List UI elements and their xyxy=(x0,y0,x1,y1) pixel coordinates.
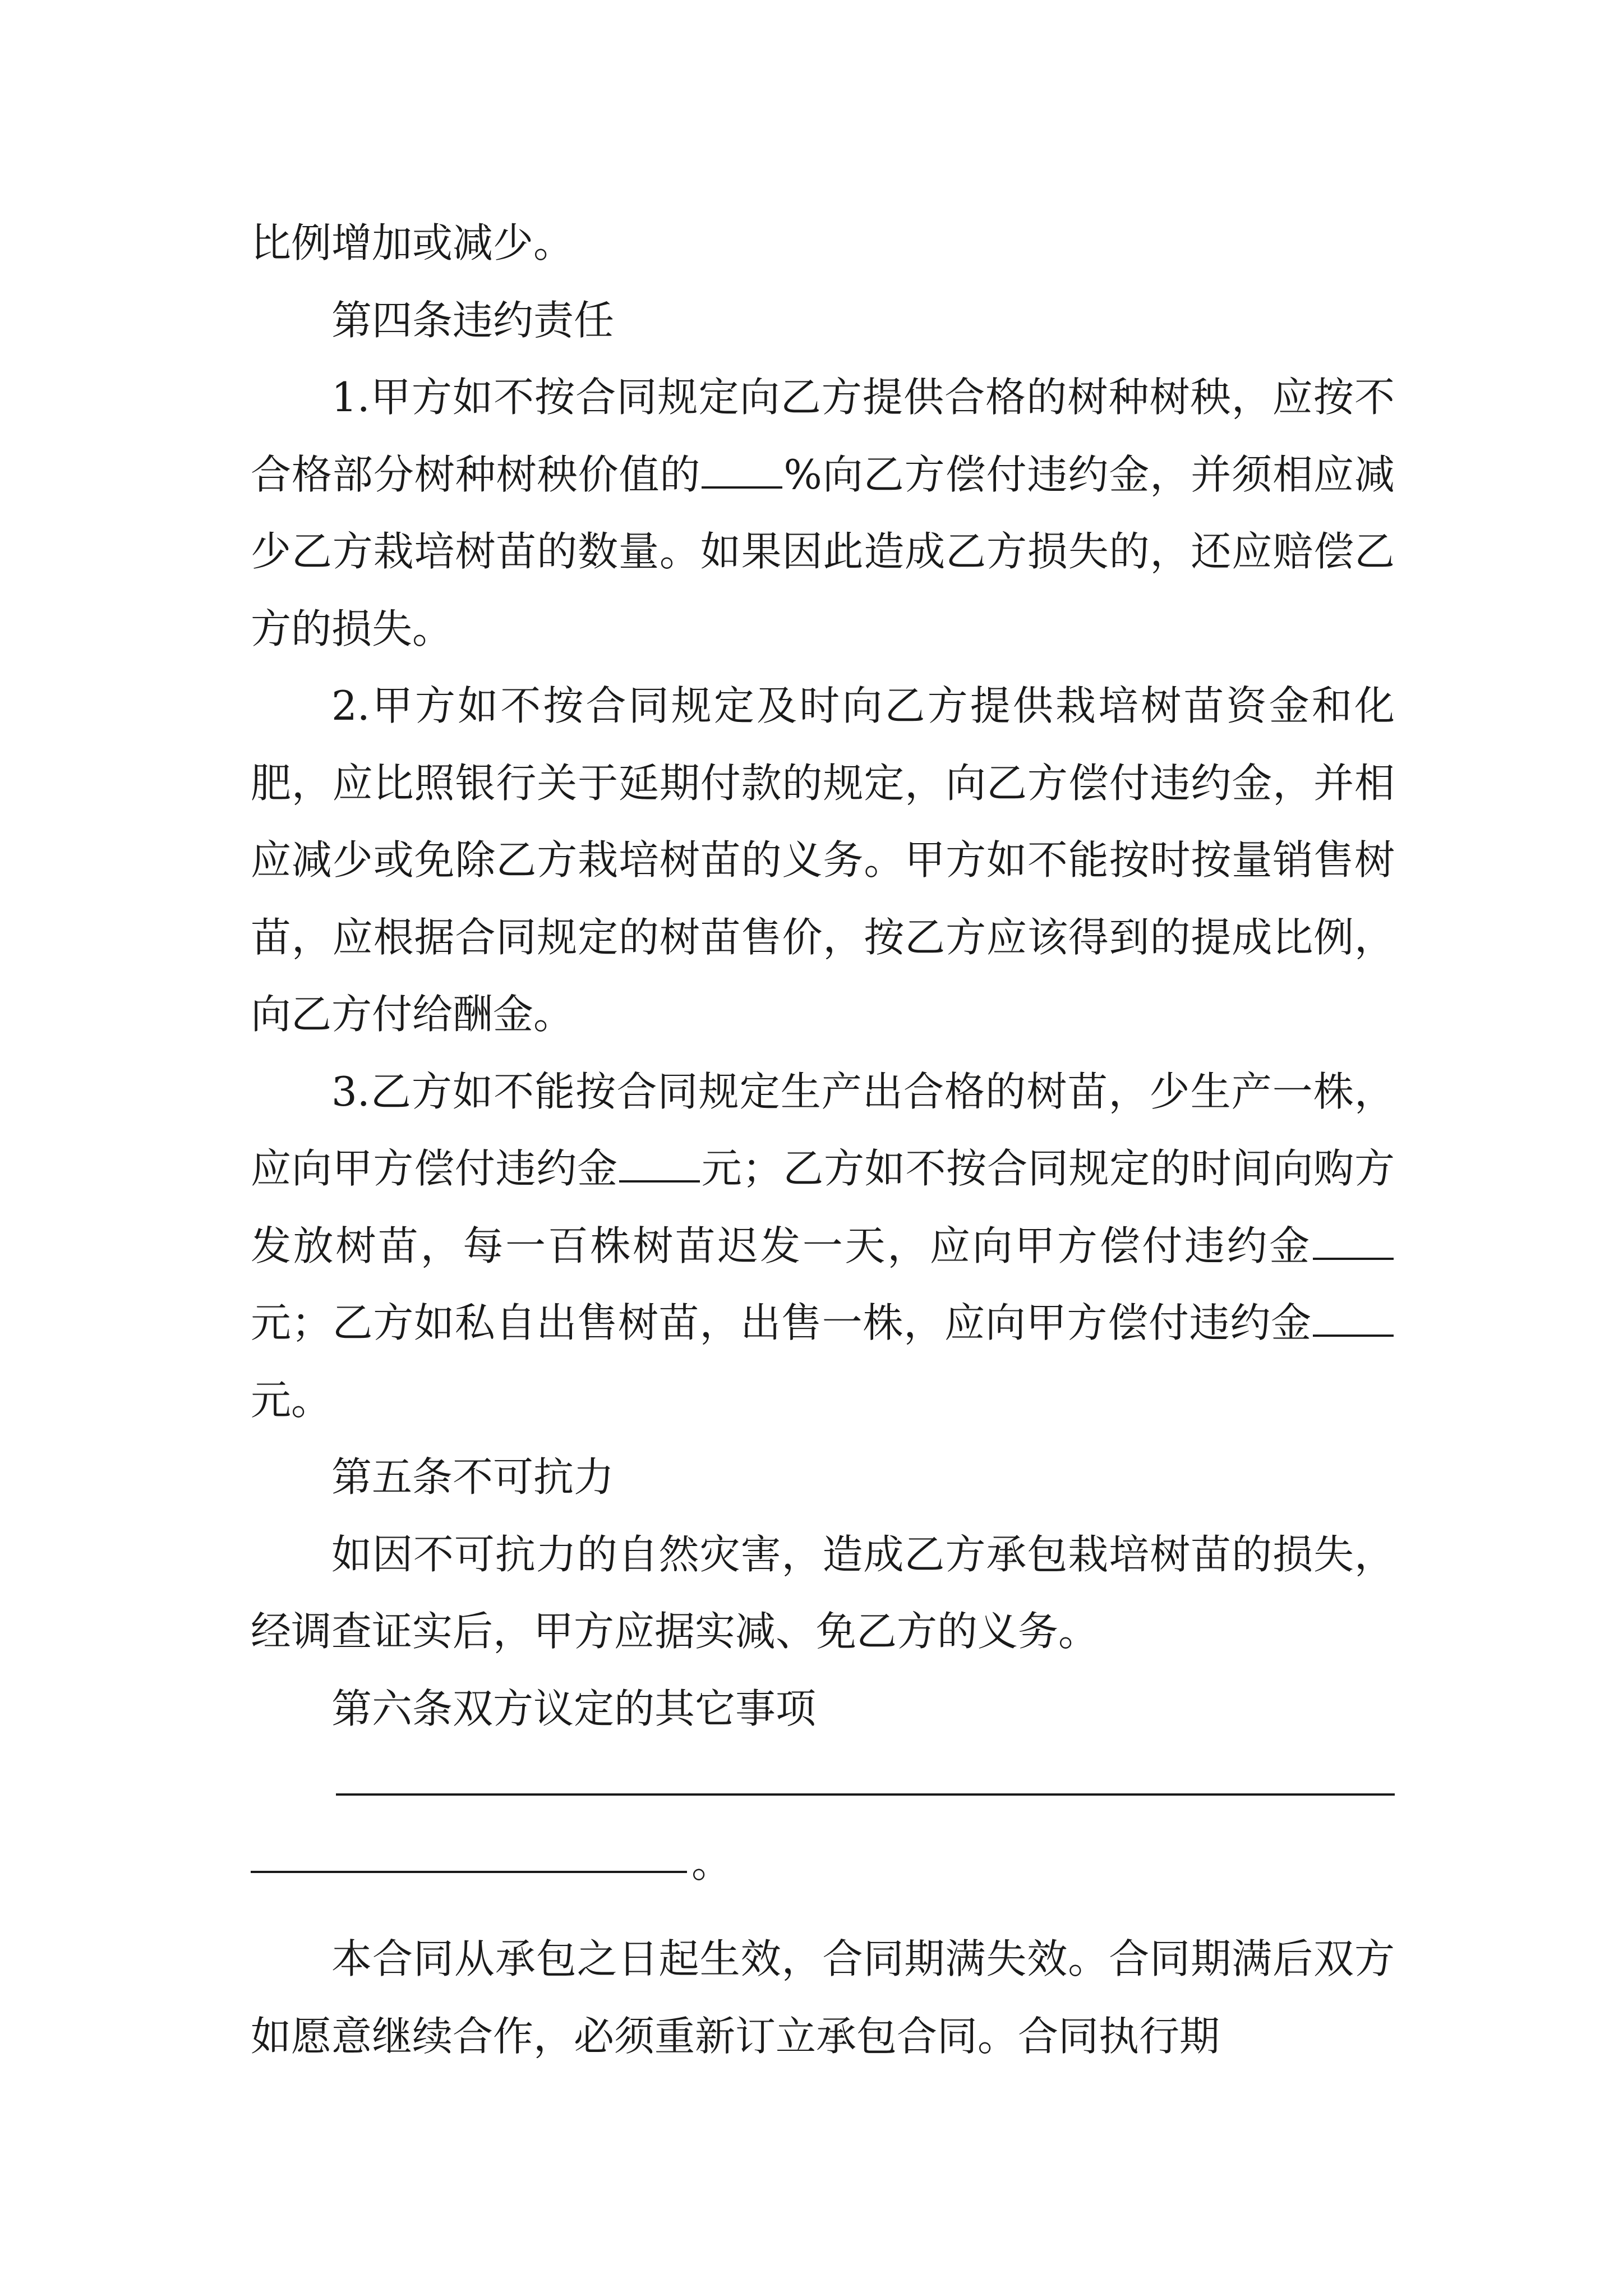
final-paragraph: 本合同从承包之日起生效，合同期满失效。合同期满后双方如愿意继续合作，必须重新订立承包合同。合同执行期 xyxy=(251,1935,1395,2060)
fill-blank xyxy=(1313,1301,1394,1337)
item-3-text-a: 3.乙方如不能按合同规定生产出合格的树苗，少生产一株，应向甲方偿付违约金 xyxy=(251,1068,1395,1192)
contract-body xyxy=(251,205,1395,2075)
fill-line-bar xyxy=(251,1871,687,1873)
item-3-text-c: 元；乙方如私自出售树苗，出售一株，应向甲方偿付违约金 xyxy=(251,1299,1312,1346)
item-1-text-a: 1.甲方如不按合同规定向乙方提供合格的树种树秧，应按不合格部分树种树秧价值的 xyxy=(251,374,1395,498)
fill-line-tail xyxy=(251,1825,1395,1902)
article-5-heading: 第五条不可抗力 xyxy=(331,1453,615,1501)
article-4-item-3 xyxy=(251,1053,1395,1439)
fill-line-bar xyxy=(336,1793,1395,1796)
fill-line-period: 。 xyxy=(691,1839,732,1887)
fill-blank xyxy=(1313,1224,1394,1260)
spacer xyxy=(251,1902,1395,1921)
item-3-text-b: 元；乙方如不按合同规定的时间向购方发放树苗，每一百株树苗迟发一天，应向甲方偿付违约金 xyxy=(251,1145,1395,1269)
article-6-heading: 第六条双方议定的其它事项 xyxy=(331,1685,817,1732)
article-4-heading: 第四条违约责任 xyxy=(331,296,615,344)
fill-blank xyxy=(702,453,782,489)
item-3-text-d: 元。 xyxy=(251,1376,332,1424)
article-4-item-1 xyxy=(251,359,1395,668)
fill-blank xyxy=(619,1147,700,1182)
item-1-text-b: %向乙方偿付违约金，并须相应减少乙方栽培树苗的数量。如果因此造成乙方损失的，还应赔偿乙方的损失。 xyxy=(251,450,1395,652)
fill-line-full xyxy=(251,1747,1395,1825)
paragraph-continuation: 比例增加或减少。 xyxy=(251,219,574,266)
article-5-body: 如因不可抗力的自然灾害，造成乙方承包栽培树苗的损失，经调查证实后，甲方应据实减、免乙方的义务。 xyxy=(251,1530,1395,1655)
article-4-item-2: 2.甲方如不按合同规定及时向乙方提供栽培树苗资金和化肥，应比照银行关于延期付款的规定，向乙方偿付违约金，并相应减少或免除乙方栽培树苗的义务。甲方如不能按时按量销售树苗，应根据合同规定的树苗售价，按乙方应该得到的提成比例，向乙方付给酬金。 xyxy=(251,682,1395,1038)
